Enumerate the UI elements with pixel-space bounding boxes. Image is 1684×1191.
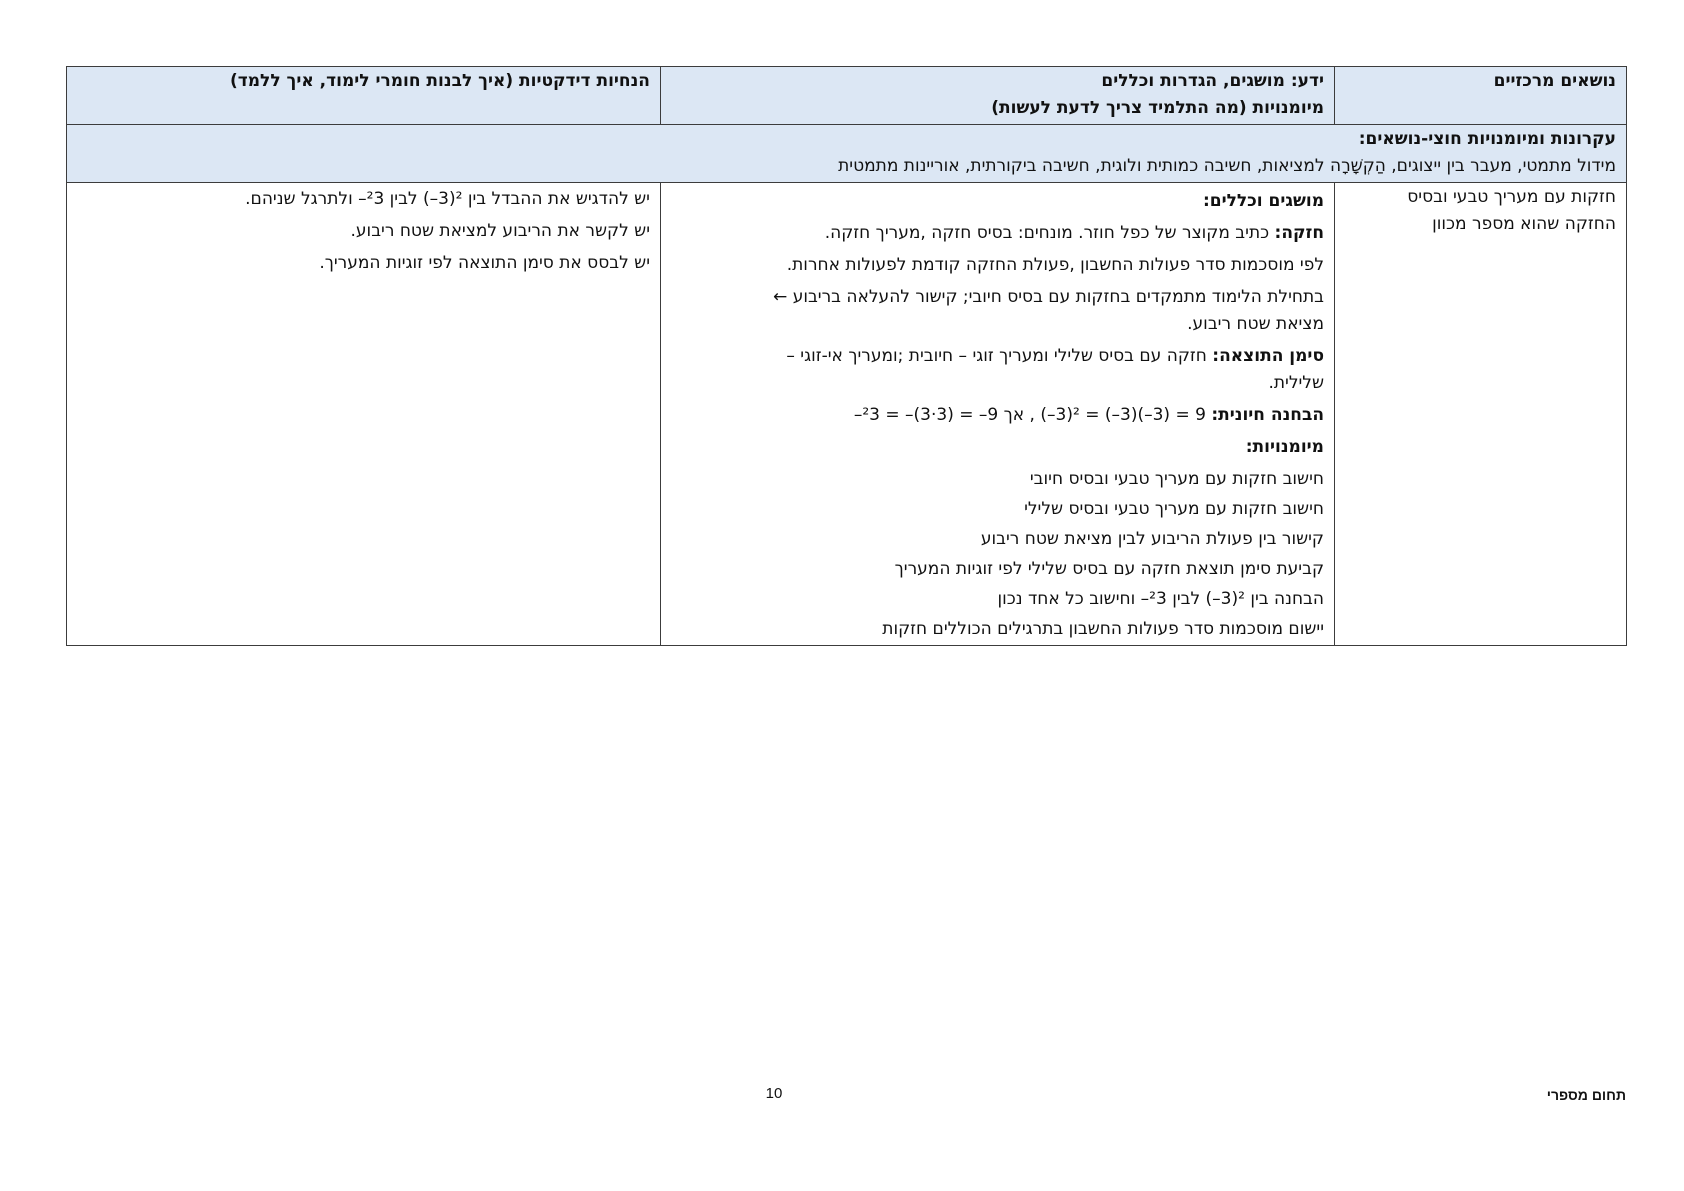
skill-item: קביעת סימן תוצאת חזקה עם בסיס שלילי לפי זוגיות המעריך bbox=[894, 559, 1324, 579]
sign-rule bbox=[671, 343, 1324, 397]
topic-cell bbox=[1335, 183, 1627, 646]
skill-item: חישוב חזקות עם מעריך טבעי ובסיס חיובי bbox=[1029, 469, 1324, 489]
knowledge-cell bbox=[661, 183, 1335, 646]
table-row bbox=[67, 183, 1627, 646]
curriculum-table bbox=[66, 66, 1627, 646]
start-text: בתחילת הלימוד מתמקדים בחזקות עם בסיס חיובי; קישור להעלאה בריבוע bbox=[792, 287, 1324, 307]
arrow-left-icon: ← bbox=[773, 287, 788, 307]
table-header-row bbox=[67, 67, 1627, 125]
topic-line2: החזקה שהוא מספר מכוון bbox=[1432, 214, 1616, 234]
skill-item: הבחנה בין ²(3–) לבין ²3– וחישוב כל אחד נכון bbox=[997, 589, 1324, 609]
skill-item: יישום מוסכמות סדר פעולות החשבון בתרגילים הכוללים חזקות bbox=[882, 619, 1324, 639]
header-topics: נושאים מרכזיים bbox=[1335, 67, 1627, 125]
distinction-text: 9 = (3–)(3–) = ²(3–) , אך 9– = (3·3)– = ²3– bbox=[853, 405, 1212, 425]
guidance-item: יש לקשר את הריבוע למציאת שטח ריבוע. bbox=[350, 221, 650, 241]
start-focus-text bbox=[671, 284, 1324, 338]
page-number: 10 bbox=[765, 1085, 783, 1102]
sign-text2: שלילית. bbox=[1268, 373, 1324, 393]
power-definition bbox=[671, 220, 1324, 247]
header-knowledge-line1: ידע: מושגים, הגדרות וכללים bbox=[1101, 71, 1324, 91]
cross-topic-band bbox=[67, 125, 1627, 183]
band-text: מידול מתמטי, מעבר בין ייצוגים, הַקְשָׁרָה למציאות, חשיבה כמותית ולוגית, חשיבה ביקורתית, אוריינות מתמטית bbox=[838, 156, 1616, 176]
skill-item: קישור בין פעולת הריבוע לבין מציאת שטח ריבוע bbox=[980, 529, 1324, 549]
order-of-operations-text: לפי מוסכמות סדר פעולות החשבון ,פעולת החזקה קודמת לפעולות אחרות. bbox=[786, 255, 1324, 275]
topic-line1: חזקות עם מעריך טבעי ובסיס bbox=[1407, 187, 1616, 207]
header-guidance: הנחיות דידקטיות (איך לבנות חומרי לימוד, איך ללמד) bbox=[67, 67, 661, 125]
guidance-item: יש להדגיש את ההבדל בין ²(3–) לבין ²3– ולתרגל שניהם. bbox=[245, 189, 650, 209]
skills-heading: מיומנויות: bbox=[1245, 437, 1324, 457]
distinction-label: הבחנה חיונית: bbox=[1211, 405, 1324, 425]
sign-text: חזקה עם בסיס שלילי ומעריך זוגי – חיובית ;ומעריך אי-זוגי – bbox=[786, 346, 1213, 366]
cross-topic-band-row bbox=[67, 125, 1627, 183]
distinction-rule bbox=[671, 402, 1324, 429]
start-text2: מציאת שטח ריבוע. bbox=[1187, 314, 1324, 334]
guidance-item: יש לבסס את סימן התוצאה לפי זוגיות המעריך. bbox=[319, 253, 650, 273]
skill-item: חישוב חזקות עם מעריך טבעי ובסיס שלילי bbox=[1024, 499, 1324, 519]
power-label: חזקה: bbox=[1274, 223, 1324, 243]
footer-section-name: תחום מספרי bbox=[1546, 1087, 1626, 1103]
header-knowledge bbox=[661, 67, 1335, 125]
header-knowledge-line2: מיומנויות (מה התלמיד צריך לדעת לעשות) bbox=[991, 98, 1324, 118]
band-title: עקרונות ומיומנויות חוצי-נושאים: bbox=[1358, 129, 1616, 149]
concepts-heading: מושגים וכללים: bbox=[1202, 191, 1324, 211]
power-text: כתיב מקוצר של כפל חוזר. מונחים: בסיס חזקה ,מעריך חזקה. bbox=[824, 223, 1275, 243]
sign-label: סימן התוצאה: bbox=[1212, 346, 1324, 366]
guidance-cell bbox=[67, 183, 661, 646]
